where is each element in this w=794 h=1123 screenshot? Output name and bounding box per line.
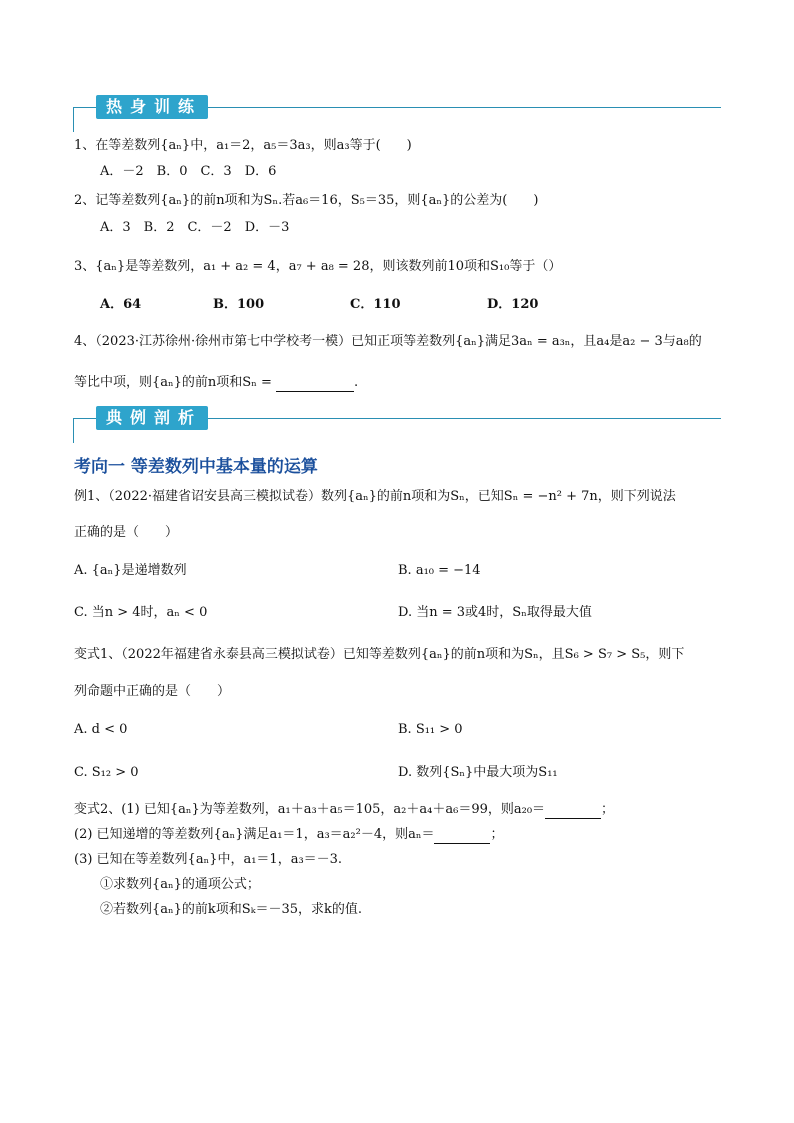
q3-stem: 3、{aₙ}是等差数列，a₁ + a₂ = 4，a₇ + a₈ = 28，则该数列前10项和S₁₀等于（） — [74, 259, 562, 274]
q4-line2-text: 等比中项，则{aₙ}的前n项和Sₙ = — [74, 375, 272, 390]
var2-part3: (3) 已知在等差数列{aₙ}中，a₁＝1，a₃＝－3. — [74, 852, 343, 867]
var2-part1-blank — [545, 804, 601, 819]
var2-part3-sub1: ①求数列{aₙ}的通项公式； — [100, 877, 260, 892]
ex1-option-d: D. 当n = 3或4时，Sₙ取得最大值 — [398, 605, 592, 620]
var1-option-b: B. S₁₁ > 0 — [398, 722, 463, 737]
ex1-option-b: B. a₁₀ = −14 — [398, 563, 481, 578]
var2-part1 — [74, 801, 614, 819]
ex1-option-a: A. {aₙ}是递增数列 — [74, 563, 187, 578]
ex1-line2: 正确的是（ ） — [74, 525, 179, 540]
q3-option-a: A．64 — [100, 297, 142, 312]
var1-option-c: C. S₁₂ > 0 — [74, 765, 139, 780]
var2-part1-text: 变式2、(1) 已知{aₙ}为等差数列，a₁＋a₃＋a₅＝105，a₂＋a₄＋a₆＝99，则a₂₀＝ — [74, 802, 546, 817]
q4-line2 — [74, 374, 358, 392]
var1-option-d: D. 数列{Sₙ}中最大项为S₁₁ — [398, 765, 558, 780]
topic-heading: 考向一 等差数列中基本量的运算 — [74, 457, 318, 477]
q4-line2-end: . — [354, 375, 359, 390]
var2-part1-end: ； — [601, 802, 615, 817]
q3-option-d: D．120 — [487, 297, 539, 312]
q3-option-b: B．100 — [213, 297, 265, 312]
ex1-option-c: C. 当n > 4时，aₙ < 0 — [74, 605, 208, 620]
q1-stem: 1、在等差数列{aₙ}中，a₁＝2，a₅＝3a₃，则a₃等于( ) — [74, 138, 412, 153]
var1-line1: 变式1、（2022年福建省永泰县高三模拟试卷）已知等差数列{aₙ}的前n项和为Sₙ，且S₆ > S₇ > S₅，则下 — [74, 647, 685, 662]
q1-options: A．－2 B．0 C．3 D．6 — [100, 164, 277, 179]
ex1-line1: 例1、（2022·福建省诏安县高三模拟试卷）数列{aₙ}的前n项和为Sₙ，已知Sₙ = −n² + 7n，则下列说法 — [74, 489, 676, 504]
q4-answer-blank — [276, 377, 354, 392]
q2-stem: 2、记等差数列{aₙ}的前n项和为Sₙ.若a₆＝16，S₅＝35，则{aₙ}的公差为( ) — [74, 193, 539, 208]
var2-part3-sub2: ②若数列{aₙ}的前k项和Sₖ＝－35，求k的值. — [100, 902, 362, 917]
q3-option-c: C．110 — [350, 297, 401, 312]
q4-line1: 4、（2023·江苏徐州·徐州市第七中学校考一模）已知正项等差数列{aₙ}满足3aₙ = a₃ₙ，且a₄是a₂ − 3与a₈的 — [74, 334, 702, 349]
section-tick — [73, 418, 74, 443]
q2-options: A．3 B．2 C．－2 D．－3 — [100, 220, 290, 235]
section-tick — [73, 107, 74, 132]
section-title-warmup: 热身训练 — [96, 95, 208, 119]
var1-line2: 列命题中正确的是（ ） — [74, 684, 231, 699]
var2-part2 — [74, 826, 504, 844]
var2-part2-blank — [434, 829, 490, 844]
var2-part2-text: (2) 已知递增的等差数列{aₙ}满足a₁＝1，a₃＝a₂²－4，则aₙ＝ — [74, 827, 435, 842]
var1-option-a: A. d < 0 — [74, 722, 128, 737]
var2-part2-end: ； — [490, 827, 504, 842]
section-title-examples: 典例剖析 — [96, 406, 208, 430]
